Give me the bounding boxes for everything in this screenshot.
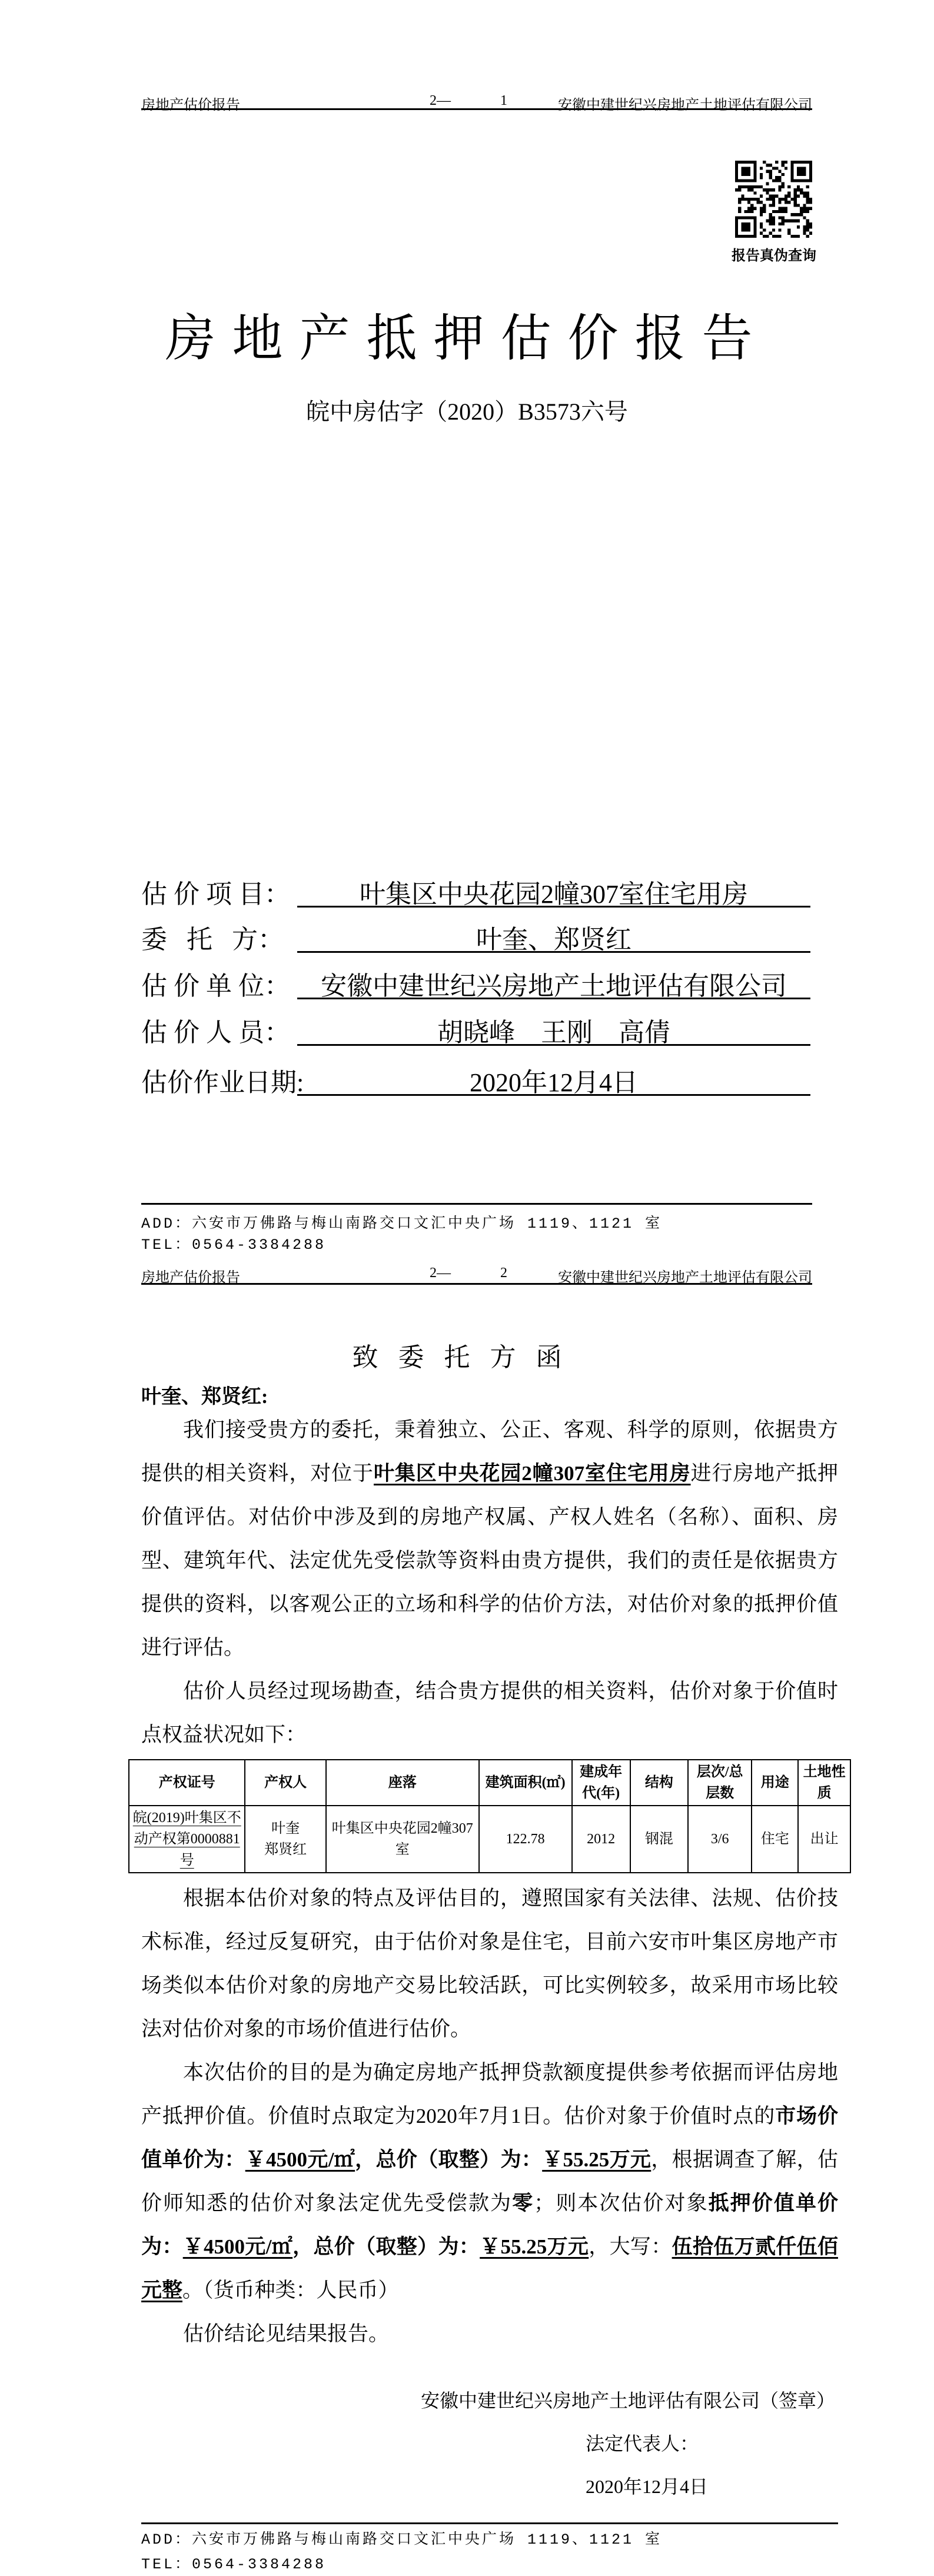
priority-claim: 零 [512, 2192, 534, 2215]
cell-area: 122.78 [479, 1806, 572, 1873]
col-owner: 产权人 [245, 1760, 325, 1806]
field-label: 估 价 人 员： [141, 1018, 290, 1047]
cell-owner: 叶奎 郑贤红 [245, 1806, 325, 1873]
cell-year: 2012 [572, 1806, 630, 1873]
field-project [141, 873, 812, 908]
header-company: 安徽中建世纪兴房地产土地评估有限公司 [558, 1270, 812, 1285]
property-address: 叶集区中央花园2幢307室住宅用房 [373, 1462, 691, 1485]
letter-salutation: 叶奎、郑贤红: [141, 1386, 268, 1408]
text: ，根据调查了解，估价师知悉的估价对象法定优先受偿款为 [141, 2148, 838, 2215]
text: 本次估价的目的是为确定房地产抵押贷款额度提供参考依据而评估房地产抵押价值。价值时点取定为2020年7月1日。估价对象于价值时点的 [141, 2061, 838, 2128]
field-value: 2020年12月4日 [297, 1061, 810, 1096]
field-appraiser-org [141, 965, 812, 1000]
cell-use: 住宅 [752, 1806, 798, 1873]
col-use: 用途 [752, 1760, 798, 1806]
col-structure: 结构 [630, 1760, 688, 1806]
footer-divider [141, 2522, 838, 2524]
property-rights-table [128, 1759, 851, 1873]
letter-title: 致委托方函 [352, 1343, 582, 1372]
report-number: 皖中房估字（2020）B3573六号 [306, 398, 628, 425]
letter-paragraph-3: 根据本估价对象的特点及评估目的，遵照国家有关法律、法规、估价技术标准，经过反复研究，由于估价对象是住宅，目前六安市叶集区房地产市场类似本估价对象的房地产交易比较活跃，可比实例较多，故采用市场比较法对估价对象的市场价值进行估价。 [141, 1887, 838, 2040]
qr-code-icon[interactable] [735, 161, 812, 238]
col-floor: 层次/总层数 [688, 1760, 752, 1806]
cell-structure: 钢混 [630, 1806, 688, 1873]
field-value: 胡晓峰 王刚 高倩 [297, 1011, 810, 1046]
text: 抵押价值单价为： [141, 2192, 838, 2258]
col-location: 座落 [326, 1760, 479, 1806]
header-company: 安徽中建世纪兴房地产土地评估有限公司 [558, 98, 812, 113]
header-divider [141, 1283, 812, 1285]
field-value: 叶集区中央花园2幢307室住宅用房 [297, 873, 810, 908]
table-row [129, 1806, 850, 1873]
text: 市场价值单价为： [141, 2105, 838, 2171]
mortgage-total-price: ￥55.25万元 [480, 2235, 589, 2258]
text: 进行房地产抵押价值评估。对估价中涉及到的房地产权属、产权人姓名（名称）、面积、房型、建筑年代、法定优先受偿款等资料由贵方提供，我们的责任是依据贵方提供的资料，以客观公正的立场和科学的估价方法，对估价对象的抵押价值进行评估。 [141, 1462, 838, 1659]
header-page-prefix: 2— [430, 1265, 451, 1281]
text: ，大写： [589, 2235, 672, 2258]
field-label: 估 价 项 目： [141, 880, 290, 909]
signature-company: 安徽中建世纪兴房地产土地评估有限公司（签章） [421, 2390, 836, 2411]
footer-tel: TEL：0564-3384288 [141, 2556, 327, 2573]
letter-body [128, 1408, 851, 2576]
letter-paragraph-5: 估价结论见结果报告。 [183, 2322, 390, 2345]
text: 。（货币种类：人民币） [182, 2279, 399, 2302]
cell-floor: 3/6 [688, 1806, 752, 1873]
cell-land-type: 出让 [798, 1806, 850, 1873]
letter-paragraph-1 [141, 1408, 838, 1670]
col-area: 建筑面积(㎡) [479, 1760, 572, 1806]
header-page-prefix: 2— [430, 93, 451, 108]
col-land-type: 土地性质 [798, 1760, 850, 1806]
amount-in-words: 伍拾伍万贰仟伍佰元整 [141, 2235, 838, 2302]
footer-divider [141, 1203, 812, 1205]
signature-legal-rep: 法定代表人： [586, 2433, 699, 2454]
field-label: 委 托 方： [141, 925, 284, 954]
header-doc-type: 房地产估价报告 [141, 98, 240, 113]
field-value: 叶奎、郑贤红 [297, 918, 810, 953]
field-label: 估价作业日期: [141, 1068, 304, 1097]
text: ；则本次估价对象 [534, 2192, 709, 2215]
market-total-price: ￥55.25万元 [542, 2148, 652, 2171]
field-value: 安徽中建世纪兴房地产土地评估有限公司 [297, 965, 810, 999]
header-divider [141, 108, 812, 110]
letter-paragraph-4 [141, 2051, 838, 2312]
field-appraisers [141, 1011, 812, 1046]
footer-address: ADD：六安市万佛路与梅山南路交口文汇中央广场 1119、1121 室 [141, 1215, 663, 1232]
signature-date: 2020年12月4日 [586, 2476, 709, 2497]
market-unit-price: ￥4500元/㎡ [245, 2148, 355, 2171]
text: 我们接受贵方的委托，秉着独立、公正、客观、科学的原则，依据贵方提供的相关资料，对位于 [141, 1418, 838, 1485]
letter-paragraph-2: 估价人员经过现场勘查，结合贵方提供的相关资料，估价对象于价值时点权益状况如下： [141, 1680, 838, 1746]
cell-cert-number: 皖(2019)叶集区不动产权第0000881号 [129, 1806, 245, 1873]
header-page-number: 2 [500, 1265, 507, 1281]
cell-location: 叶集区中央花园2幢307室 [326, 1806, 479, 1873]
signature-block [128, 2379, 851, 2508]
col-year: 建成年代(年) [572, 1760, 630, 1806]
header-doc-type: 房地产估价报告 [141, 1270, 240, 1285]
field-client [141, 918, 812, 953]
qr-label: 报告真伪查询 [732, 248, 816, 264]
page-header [141, 1265, 812, 1283]
text: ，总价（取整）为： [293, 2235, 480, 2258]
footer-tel: TEL：0564-3384288 [141, 1237, 327, 1254]
field-label: 估 价 单 位： [141, 972, 290, 1001]
field-work-date [141, 1061, 812, 1096]
text: ，总价（取整）为： [355, 2148, 543, 2171]
header-page-number: 1 [500, 93, 507, 108]
table-header-row [129, 1760, 850, 1806]
report-title: 房地产抵押估价报告 [165, 310, 769, 367]
mortgage-unit-price: ￥4500元/㎡ [182, 2235, 293, 2258]
col-cert-number: 产权证号 [129, 1760, 245, 1806]
footer-address: ADD：六安市万佛路与梅山南路交口文汇中央广场 1119、1121 室 [141, 2531, 663, 2548]
